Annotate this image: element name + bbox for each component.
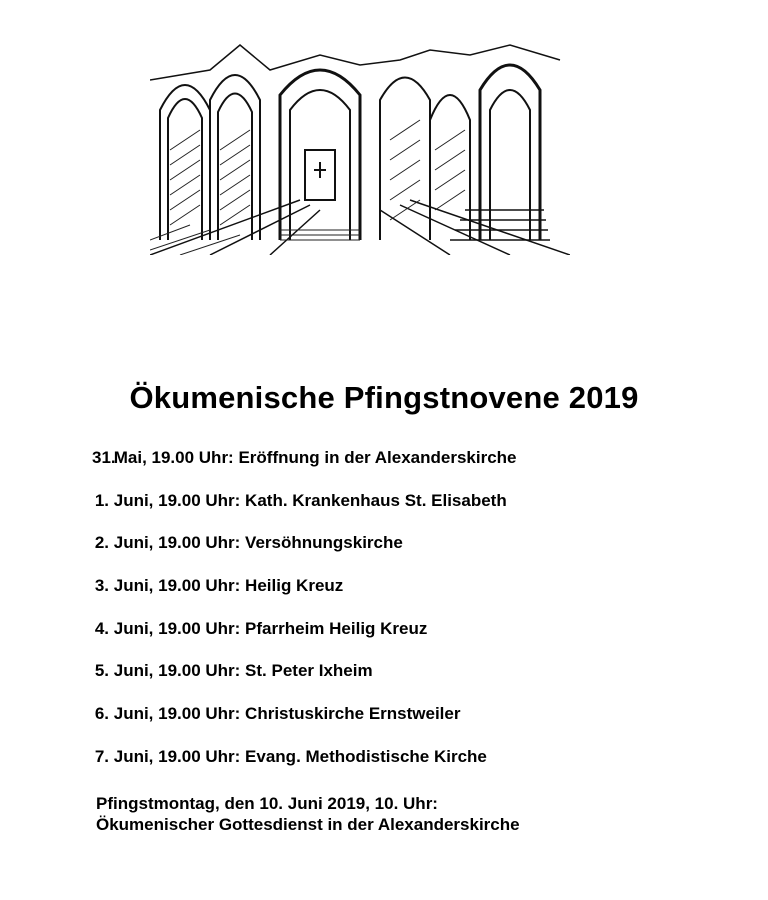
schedule-item — [92, 491, 517, 534]
schedule-item — [92, 619, 517, 662]
schedule-text: Juni, 19.00 Uhr: Christuskirche Ernstweiler — [113, 704, 461, 724]
schedule-day: 4. — [94, 618, 109, 638]
final-event-description: Ökumenischer Gottesdienst in der Alexanderskirche — [96, 815, 520, 834]
schedule-text: Juni, 19.00 Uhr: Heilig Kreuz — [113, 576, 344, 596]
schedule-item — [92, 747, 517, 790]
schedule-day: 6. — [94, 704, 109, 724]
schedule-item — [92, 576, 517, 619]
schedule-item — [92, 448, 517, 491]
schedule-day: 1. — [94, 490, 109, 510]
schedule-day: 5. — [94, 661, 109, 681]
schedule-text: Juni, 19.00 Uhr: Evang. Methodistische Kirche — [113, 746, 487, 766]
church-interior-illustration — [150, 40, 570, 255]
final-event — [96, 793, 520, 835]
schedule-day: 3. — [94, 576, 109, 596]
page-title: Ökumenische Pfingstnovene 2019 — [129, 380, 639, 415]
schedule-item — [92, 704, 517, 747]
schedule-text: Mai, 19.00 Uhr: Eröffnung in der Alexanderskirche — [113, 448, 517, 467]
schedule-text: Juni, 19.00 Uhr: Versöhnungskirche — [113, 533, 403, 553]
schedule-day: 2. — [94, 533, 109, 553]
final-event-date: Pfingstmontag, den 10. Juni 2019, 10. Uhr: — [96, 794, 438, 813]
schedule-day: 7. — [94, 746, 109, 766]
schedule-item — [92, 661, 517, 704]
schedule-day: 31. — [92, 448, 116, 467]
schedule-text: Juni, 19.00 Uhr: Pfarrheim Heilig Kreuz — [113, 618, 428, 638]
schedule-list — [92, 448, 517, 790]
schedule-text: Juni, 19.00 Uhr: St. Peter Ixheim — [113, 661, 373, 681]
schedule-text: Juni, 19.00 Uhr: Kath. Krankenhaus St. Elisabeth — [113, 490, 507, 510]
schedule-item — [92, 533, 517, 576]
